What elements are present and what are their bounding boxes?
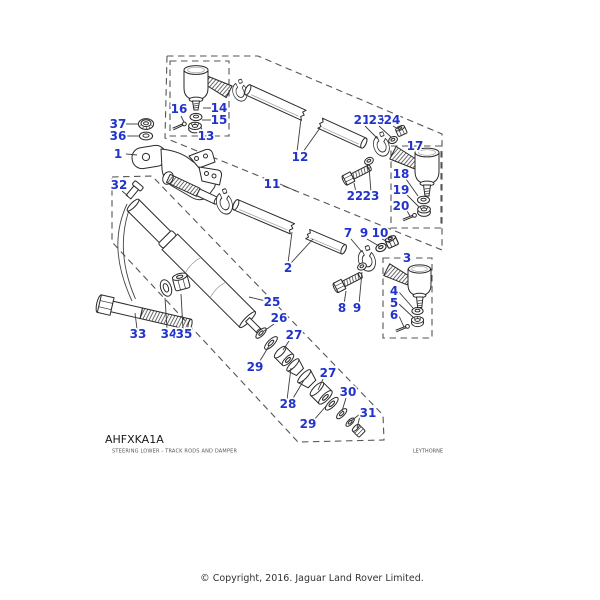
callout-23: 23 bbox=[368, 113, 386, 127]
track-rod-tube-12a bbox=[243, 84, 306, 121]
castle-nut-5 bbox=[411, 316, 423, 326]
callout-30: 30 bbox=[339, 385, 357, 399]
leader-line bbox=[351, 239, 362, 252]
leader-line bbox=[287, 368, 291, 400]
washer-30 bbox=[335, 407, 348, 420]
leader-line bbox=[181, 116, 184, 122]
callout-9: 9 bbox=[352, 301, 362, 315]
bolt-22 bbox=[341, 163, 373, 186]
callout-7: 7 bbox=[343, 226, 353, 240]
drop-arm-1 bbox=[131, 144, 222, 205]
leader-line bbox=[288, 232, 292, 263]
callout-22: 22 bbox=[346, 189, 364, 203]
callout-29: 29 bbox=[246, 360, 264, 374]
callout-28: 28 bbox=[279, 397, 297, 411]
washer-14 bbox=[190, 113, 202, 120]
nut-31b bbox=[351, 423, 365, 437]
callout-27: 27 bbox=[285, 328, 303, 342]
callout-34: 34 bbox=[160, 327, 178, 341]
bolt-8 bbox=[332, 270, 364, 293]
leader-line bbox=[399, 316, 404, 327]
callout-6: 6 bbox=[389, 308, 399, 322]
callout-33: 33 bbox=[129, 327, 147, 341]
callout-35: 35 bbox=[175, 327, 193, 341]
callout-12: 12 bbox=[291, 150, 309, 164]
split-pin-6 bbox=[395, 324, 410, 333]
callout-3: 3 bbox=[402, 251, 412, 265]
callout-29: 29 bbox=[299, 417, 317, 431]
callout-17: 17 bbox=[406, 139, 424, 153]
callout-19: 19 bbox=[392, 183, 410, 197]
callout-8: 8 bbox=[337, 301, 347, 315]
washer-29a bbox=[263, 335, 279, 351]
callout-10: 10 bbox=[371, 226, 389, 240]
callout-14: 14 bbox=[210, 101, 228, 115]
callout-15: 15 bbox=[210, 113, 228, 127]
callout-5: 5 bbox=[389, 296, 399, 310]
rod-clamp-lower-left bbox=[213, 188, 236, 216]
leader-line bbox=[297, 119, 301, 152]
leader-line bbox=[365, 126, 378, 139]
plate-name: LEYTHORNE bbox=[412, 448, 443, 455]
callout-32: 32 bbox=[110, 178, 128, 192]
washer-23-lower bbox=[363, 156, 374, 166]
washer-9-upper bbox=[375, 242, 388, 253]
callout-18: 18 bbox=[392, 167, 410, 181]
split-pin-20 bbox=[402, 213, 417, 222]
callout-2: 2 bbox=[283, 261, 293, 275]
callout-4: 4 bbox=[389, 284, 399, 298]
callout-36: 36 bbox=[109, 129, 127, 143]
callout-24: 24 bbox=[383, 113, 401, 127]
callout-31: 31 bbox=[359, 406, 377, 420]
nut-37 bbox=[138, 119, 153, 130]
callout-13: 13 bbox=[197, 129, 215, 143]
leader-line bbox=[303, 128, 320, 152]
castle-nut-19 bbox=[418, 206, 431, 217]
drawing-code: AHFXKA1A bbox=[105, 433, 164, 446]
callout-1: 1 bbox=[113, 147, 123, 161]
plate-caption: STEERING LOWER - TRACK RODS AND DAMPER bbox=[112, 448, 238, 455]
washer-18 bbox=[418, 196, 430, 204]
callout-20: 20 bbox=[392, 199, 410, 213]
callout-11: 11 bbox=[263, 177, 281, 191]
callout-21: 21 bbox=[353, 113, 371, 127]
callout-25: 25 bbox=[263, 295, 281, 309]
split-pin-16 bbox=[172, 121, 187, 130]
washer-4 bbox=[412, 308, 423, 315]
callout-9: 9 bbox=[359, 226, 369, 240]
leader-line bbox=[367, 239, 379, 246]
callout-27: 27 bbox=[319, 366, 337, 380]
callout-26: 26 bbox=[270, 311, 288, 325]
copyright-text: © Copyright, 2016. Jaguar Land Rover Limited. bbox=[200, 573, 424, 584]
track-rod-tube-2a bbox=[232, 199, 295, 234]
callout-23: 23 bbox=[362, 189, 380, 203]
callout-16: 16 bbox=[170, 102, 188, 116]
callout-37: 37 bbox=[109, 117, 127, 131]
track-rod-tube-2b bbox=[306, 229, 348, 254]
washer-36 bbox=[139, 132, 152, 140]
leader-line bbox=[280, 184, 296, 191]
washer-23-upper bbox=[387, 135, 398, 145]
leader-line bbox=[291, 239, 313, 263]
